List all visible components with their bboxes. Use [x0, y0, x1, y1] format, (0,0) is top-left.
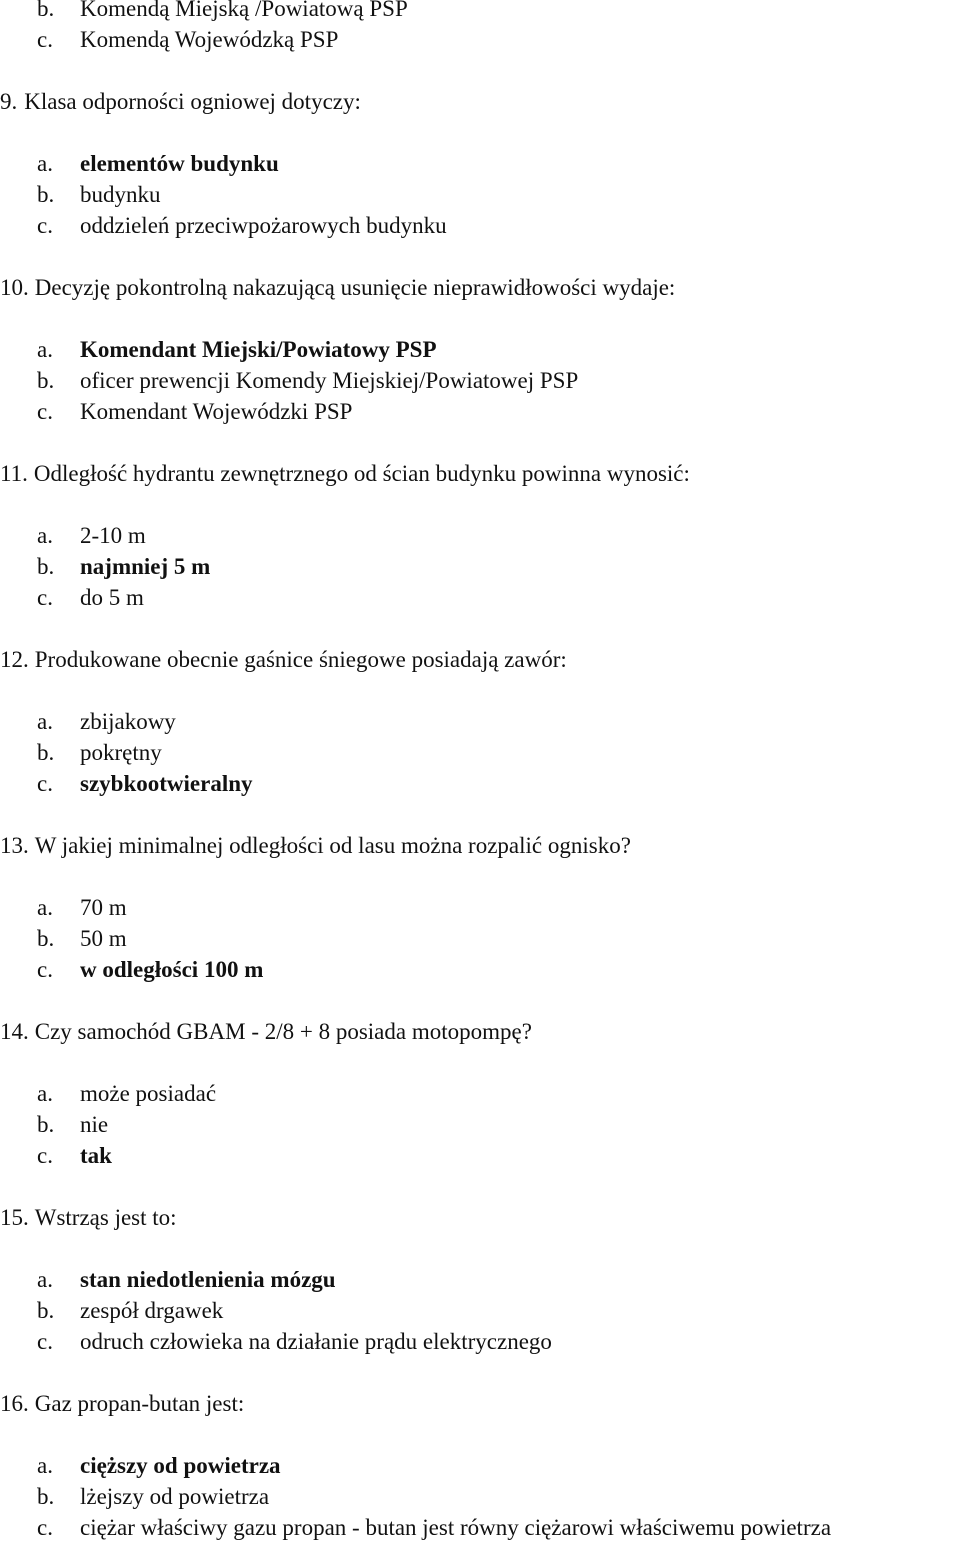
question: [0, 1388, 960, 1419]
option-text-correct: elementów budynku: [80, 151, 279, 176]
question-text: Produkowane obecnie gaśnice śniegowe posiadają zawór:: [34, 647, 567, 672]
spacer: [0, 55, 960, 86]
answer-option: [37, 1109, 960, 1140]
spacer: [0, 489, 960, 520]
option-letter: c.: [37, 213, 53, 238]
question: [0, 830, 960, 861]
spacer: [0, 303, 960, 334]
option-letter: b.: [37, 0, 55, 21]
answer-option: [37, 1140, 960, 1171]
spacer: [0, 675, 960, 706]
spacer: [0, 427, 960, 458]
spacer: [0, 799, 960, 830]
question-number: 11.: [0, 461, 28, 486]
answer-option: [37, 551, 960, 582]
option-text: budynku: [80, 182, 161, 207]
question: [0, 1016, 960, 1047]
option-text-correct: stan niedotlenienia mózgu: [80, 1267, 336, 1292]
option-text-correct: w odległości 100 m: [80, 957, 264, 982]
option-text: 50 m: [80, 926, 127, 951]
answer-option: [37, 954, 960, 985]
option-text-correct: Komendant Miejski/Powiatowy PSP: [80, 337, 437, 362]
option-text: ciężar właściwy gazu propan - butan jest równy ciężarowi właściwemu powietrza: [80, 1515, 832, 1540]
answer-option: [37, 1326, 960, 1357]
spacer: [0, 985, 960, 1016]
spacer: [0, 1357, 960, 1388]
answer-option: [37, 737, 960, 768]
answer-option: [37, 923, 960, 954]
option-letter: b.: [37, 1484, 55, 1509]
spacer: [0, 861, 960, 892]
option-text: Komendą Wojewódzką PSP: [80, 27, 339, 52]
option-letter: c.: [37, 585, 53, 610]
spacer: [0, 241, 960, 272]
spacer: [0, 1233, 960, 1264]
answer-option: [37, 179, 960, 210]
option-letter: b.: [37, 1112, 55, 1137]
option-text: lżejszy od powietrza: [80, 1484, 270, 1509]
option-text: Komendą Miejską /Powiatową PSP: [80, 0, 408, 21]
option-text: oficer prewencji Komendy Miejskiej/Powiatowej PSP: [80, 368, 579, 393]
option-letter: a.: [37, 337, 53, 362]
answer-option: [37, 24, 960, 55]
option-letter: b.: [37, 740, 55, 765]
option-letter: a.: [37, 1267, 53, 1292]
option-letter: a.: [37, 895, 53, 920]
answer-option: [37, 1295, 960, 1326]
option-text: 2-10 m: [80, 523, 146, 548]
spacer: [0, 1419, 960, 1450]
option-text: może posiadać: [80, 1081, 217, 1106]
option-text-correct: tak: [80, 1143, 112, 1168]
question-text: W jakiej minimalnej odległości od lasu można rozpalić ognisko?: [34, 833, 631, 858]
answer-option: [37, 1450, 960, 1481]
question: [0, 1202, 960, 1233]
option-text: nie: [80, 1112, 109, 1137]
answer-option: [37, 1078, 960, 1109]
option-letter: c.: [37, 771, 53, 796]
question-number: 14.: [0, 1019, 29, 1044]
answer-option: [37, 892, 960, 923]
option-text-correct: cięższy od powietrza: [80, 1453, 281, 1478]
option-letter: b.: [37, 554, 55, 579]
question: [0, 272, 960, 303]
question-number: 13.: [0, 833, 29, 858]
answer-option: [37, 520, 960, 551]
answer-option: [37, 334, 960, 365]
question-number: 16.: [0, 1391, 29, 1416]
option-text: odruch człowieka na działanie prądu elektrycznego: [80, 1329, 552, 1354]
option-text-correct: szybkootwieralny: [80, 771, 253, 796]
spacer: [0, 613, 960, 644]
option-letter: c.: [37, 957, 53, 982]
option-letter: c.: [37, 399, 53, 424]
question: [0, 458, 960, 489]
question-text: Czy samochód GBAM - 2/8 + 8 posiada motopompę?: [34, 1019, 532, 1044]
question: [0, 86, 960, 117]
answer-option: [37, 210, 960, 241]
option-letter: c.: [37, 1515, 53, 1540]
option-text: oddzieleń przeciwpożarowych budynku: [80, 213, 447, 238]
spacer: [0, 1047, 960, 1078]
option-text-correct: najmniej 5 m: [80, 554, 211, 579]
option-text: do 5 m: [80, 585, 144, 610]
option-letter: a.: [37, 1081, 53, 1106]
question-text: Wstrząs jest to:: [34, 1205, 177, 1230]
option-letter: c.: [37, 1143, 53, 1168]
answer-option: [37, 396, 960, 427]
question-number: 12.: [0, 647, 29, 672]
option-letter: a.: [37, 1453, 53, 1478]
question-text: Gaz propan-butan jest:: [34, 1391, 245, 1416]
option-text: 70 m: [80, 895, 127, 920]
answer-option: [37, 582, 960, 613]
spacer: [0, 117, 960, 148]
option-letter: c.: [37, 27, 53, 52]
option-letter: b.: [37, 182, 55, 207]
question-text: Odległość hydrantu zewnętrznego od ścian budynku powinna wynosić:: [33, 461, 690, 486]
answer-option: [37, 365, 960, 396]
option-letter: b.: [37, 368, 55, 393]
question-number: 15.: [0, 1205, 29, 1230]
option-letter: a.: [37, 709, 53, 734]
answer-option: [37, 706, 960, 737]
answer-option: [37, 1512, 960, 1543]
option-text: Komendant Wojewódzki PSP: [80, 399, 353, 424]
option-text: zbijakowy: [80, 709, 176, 734]
question-number: 9.: [0, 89, 18, 114]
question-text: Decyzję pokontrolną nakazującą usunięcie nieprawidłowości wydaje:: [34, 275, 676, 300]
option-letter: b.: [37, 1298, 55, 1323]
question-number: 10.: [0, 275, 29, 300]
option-letter: c.: [37, 1329, 53, 1354]
option-text: pokrętny: [80, 740, 162, 765]
answer-option: [37, 1481, 960, 1512]
option-letter: a.: [37, 523, 53, 548]
answer-option: [37, 768, 960, 799]
question-text: Klasa odporności ogniowej dotyczy:: [24, 89, 361, 114]
option-text: zespół drgawek: [80, 1298, 224, 1323]
option-letter: b.: [37, 926, 55, 951]
answer-option: [37, 148, 960, 179]
spacer: [0, 1171, 960, 1202]
answer-option: [37, 1264, 960, 1295]
question: [0, 644, 960, 675]
answer-option: [37, 0, 960, 24]
option-letter: a.: [37, 151, 53, 176]
